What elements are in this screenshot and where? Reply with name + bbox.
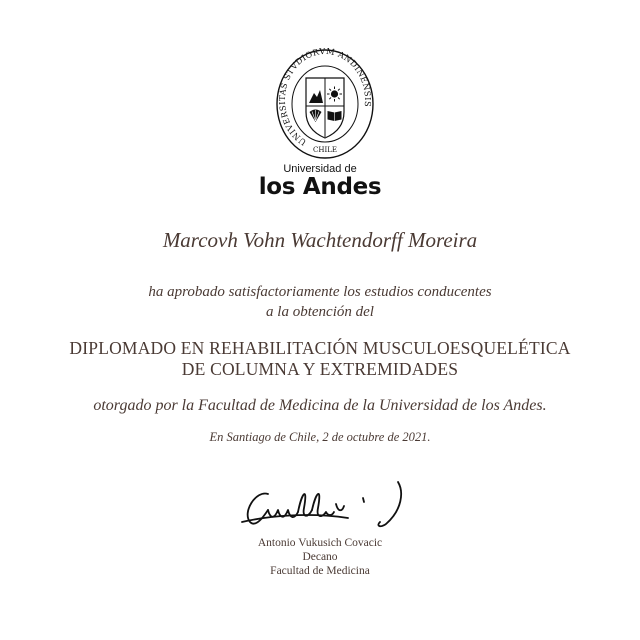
program-title-line2: DE COLUMNA Y EXTREMIDADES bbox=[181, 359, 459, 379]
place-and-date: En Santiago de Chile, 2 de octubre de 2021. bbox=[209, 430, 431, 444]
sun-icon bbox=[327, 87, 342, 102]
seal-country-text: CHILE bbox=[313, 146, 337, 154]
program-title-line1: DIPLOMADO EN REHABILITACIÓN MUSCULOESQUELÉTICA bbox=[69, 338, 571, 358]
signatory-faculty: Facultad de Medicina bbox=[270, 565, 370, 577]
university-name-line1: Universidad de bbox=[283, 163, 357, 175]
mountain-icon bbox=[309, 90, 323, 103]
signatory-role: Decano bbox=[302, 551, 338, 563]
open-book-icon bbox=[328, 111, 342, 121]
shell-icon bbox=[310, 110, 322, 123]
university-name-line2: los Andes bbox=[258, 174, 382, 200]
approval-text-line2: a la obtención del bbox=[266, 304, 374, 320]
handwritten-signature bbox=[238, 472, 418, 534]
approval-text-line1: ha aprobado satisfactoriamente los estudios conducentes bbox=[148, 284, 492, 300]
university-seal bbox=[276, 48, 374, 160]
seal-ring-text: UNIVERSITAS STVDIORVM ANDINENSIS bbox=[276, 48, 374, 148]
recipient-name: Marcovh Vohn Wachtendorff Moreira bbox=[162, 228, 478, 252]
signatory-name: Antonio Vukusich Covacic bbox=[257, 537, 383, 549]
granted-by-text: otorgado por la Facultad de Medicina de la Universidad de los Andes. bbox=[93, 397, 547, 414]
